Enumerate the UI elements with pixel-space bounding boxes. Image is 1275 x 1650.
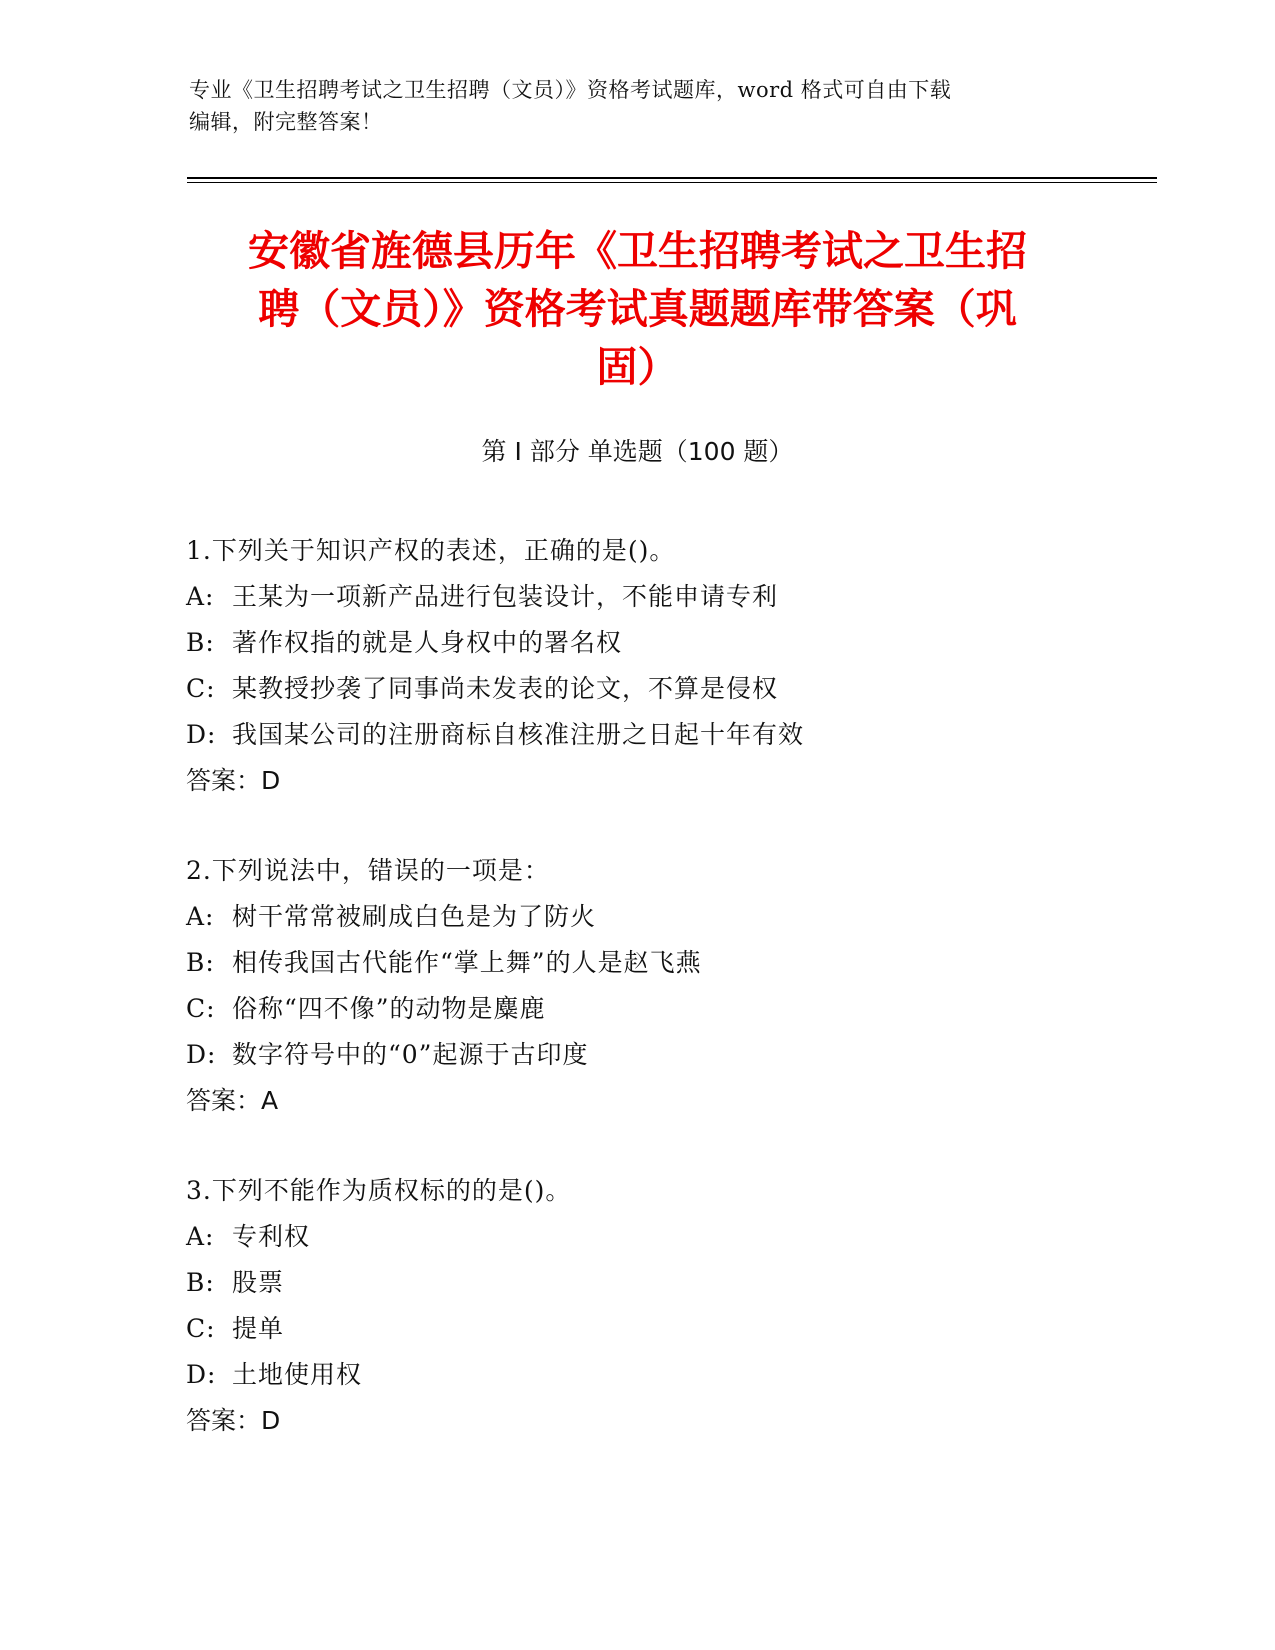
option-text: 股票: [232, 1268, 285, 1297]
option-b: [186, 620, 1146, 666]
option-text: 相传我国古代能作“掌上舞”的人是赵飞燕: [232, 948, 702, 977]
document-title-line-1: 安徽省旌德县历年《卫生招聘考试之卫生招: [248, 227, 1027, 275]
option-text: 著作权指的就是人身权中的署名权: [232, 628, 623, 657]
option-a: [186, 574, 1146, 620]
option-d: [186, 1352, 1146, 1398]
document-title: [140, 222, 1135, 396]
header-note-line-1: 专业《卫生招聘考试之卫生招聘（文员）》资格考试题库，word 格式可自由下载: [189, 78, 952, 102]
option-key: B:: [186, 628, 215, 657]
option-key: D:: [186, 1360, 217, 1389]
option-a: [186, 894, 1146, 940]
header-note-line-2: 编辑，附完整答案！: [189, 110, 383, 134]
option-a: [186, 1214, 1146, 1260]
option-key: C:: [186, 994, 216, 1023]
question-2: [186, 848, 1146, 1124]
option-c: [186, 1306, 1146, 1352]
option-key: D:: [186, 1040, 217, 1069]
option-text: 王某为一项新产品进行包装设计，不能申请专利: [232, 582, 779, 611]
header-divider-thin: [187, 182, 1157, 183]
question-1: [186, 528, 1146, 804]
question-3: [186, 1168, 1146, 1444]
option-key: A:: [186, 582, 215, 611]
option-key: B:: [186, 948, 215, 977]
option-text: 专利权: [232, 1222, 311, 1251]
option-key: C:: [186, 1314, 216, 1343]
option-text: 树干常常被刷成白色是为了防火: [232, 902, 597, 931]
option-key: C:: [186, 674, 216, 703]
header-note: [189, 74, 1069, 138]
option-text: 提单: [232, 1314, 285, 1343]
section-heading: 第 I 部分 单选题（100 题）: [481, 437, 794, 466]
header-divider-thick: [187, 177, 1157, 179]
answer-line: 答案：A: [186, 1086, 279, 1115]
option-text: 某教授抄袭了同事尚未发表的论文，不算是侵权: [232, 674, 779, 703]
option-text: 我国某公司的注册商标自核准注册之日起十年有效: [232, 720, 805, 749]
question-stem: 1.下列关于知识产权的表述，正确的是()。: [186, 536, 676, 565]
option-key: A:: [186, 902, 215, 931]
option-text: 土地使用权: [232, 1360, 363, 1389]
option-key: A:: [186, 1222, 215, 1251]
option-c: [186, 666, 1146, 712]
document-title-line-2: 聘（文员）》资格考试真题题库带答案（巩: [258, 285, 1017, 333]
answer-line: 答案：D: [186, 1406, 281, 1435]
option-text: 俗称“四不像”的动物是麋鹿: [232, 994, 546, 1023]
option-d: [186, 712, 1146, 758]
question-list: [186, 528, 1146, 1488]
option-b: [186, 1260, 1146, 1306]
option-d: [186, 1032, 1146, 1078]
question-stem: 2.下列说法中，错误的一项是：: [186, 856, 550, 885]
option-c: [186, 986, 1146, 1032]
option-text: 数字符号中的“0”起源于古印度: [232, 1040, 589, 1069]
option-b: [186, 940, 1146, 986]
answer-line: 答案：D: [186, 766, 281, 795]
option-key: B:: [186, 1268, 215, 1297]
option-key: D:: [186, 720, 217, 749]
question-stem: 3.下列不能作为质权标的的是()。: [186, 1176, 572, 1205]
document-title-line-3: 固）: [596, 343, 679, 391]
